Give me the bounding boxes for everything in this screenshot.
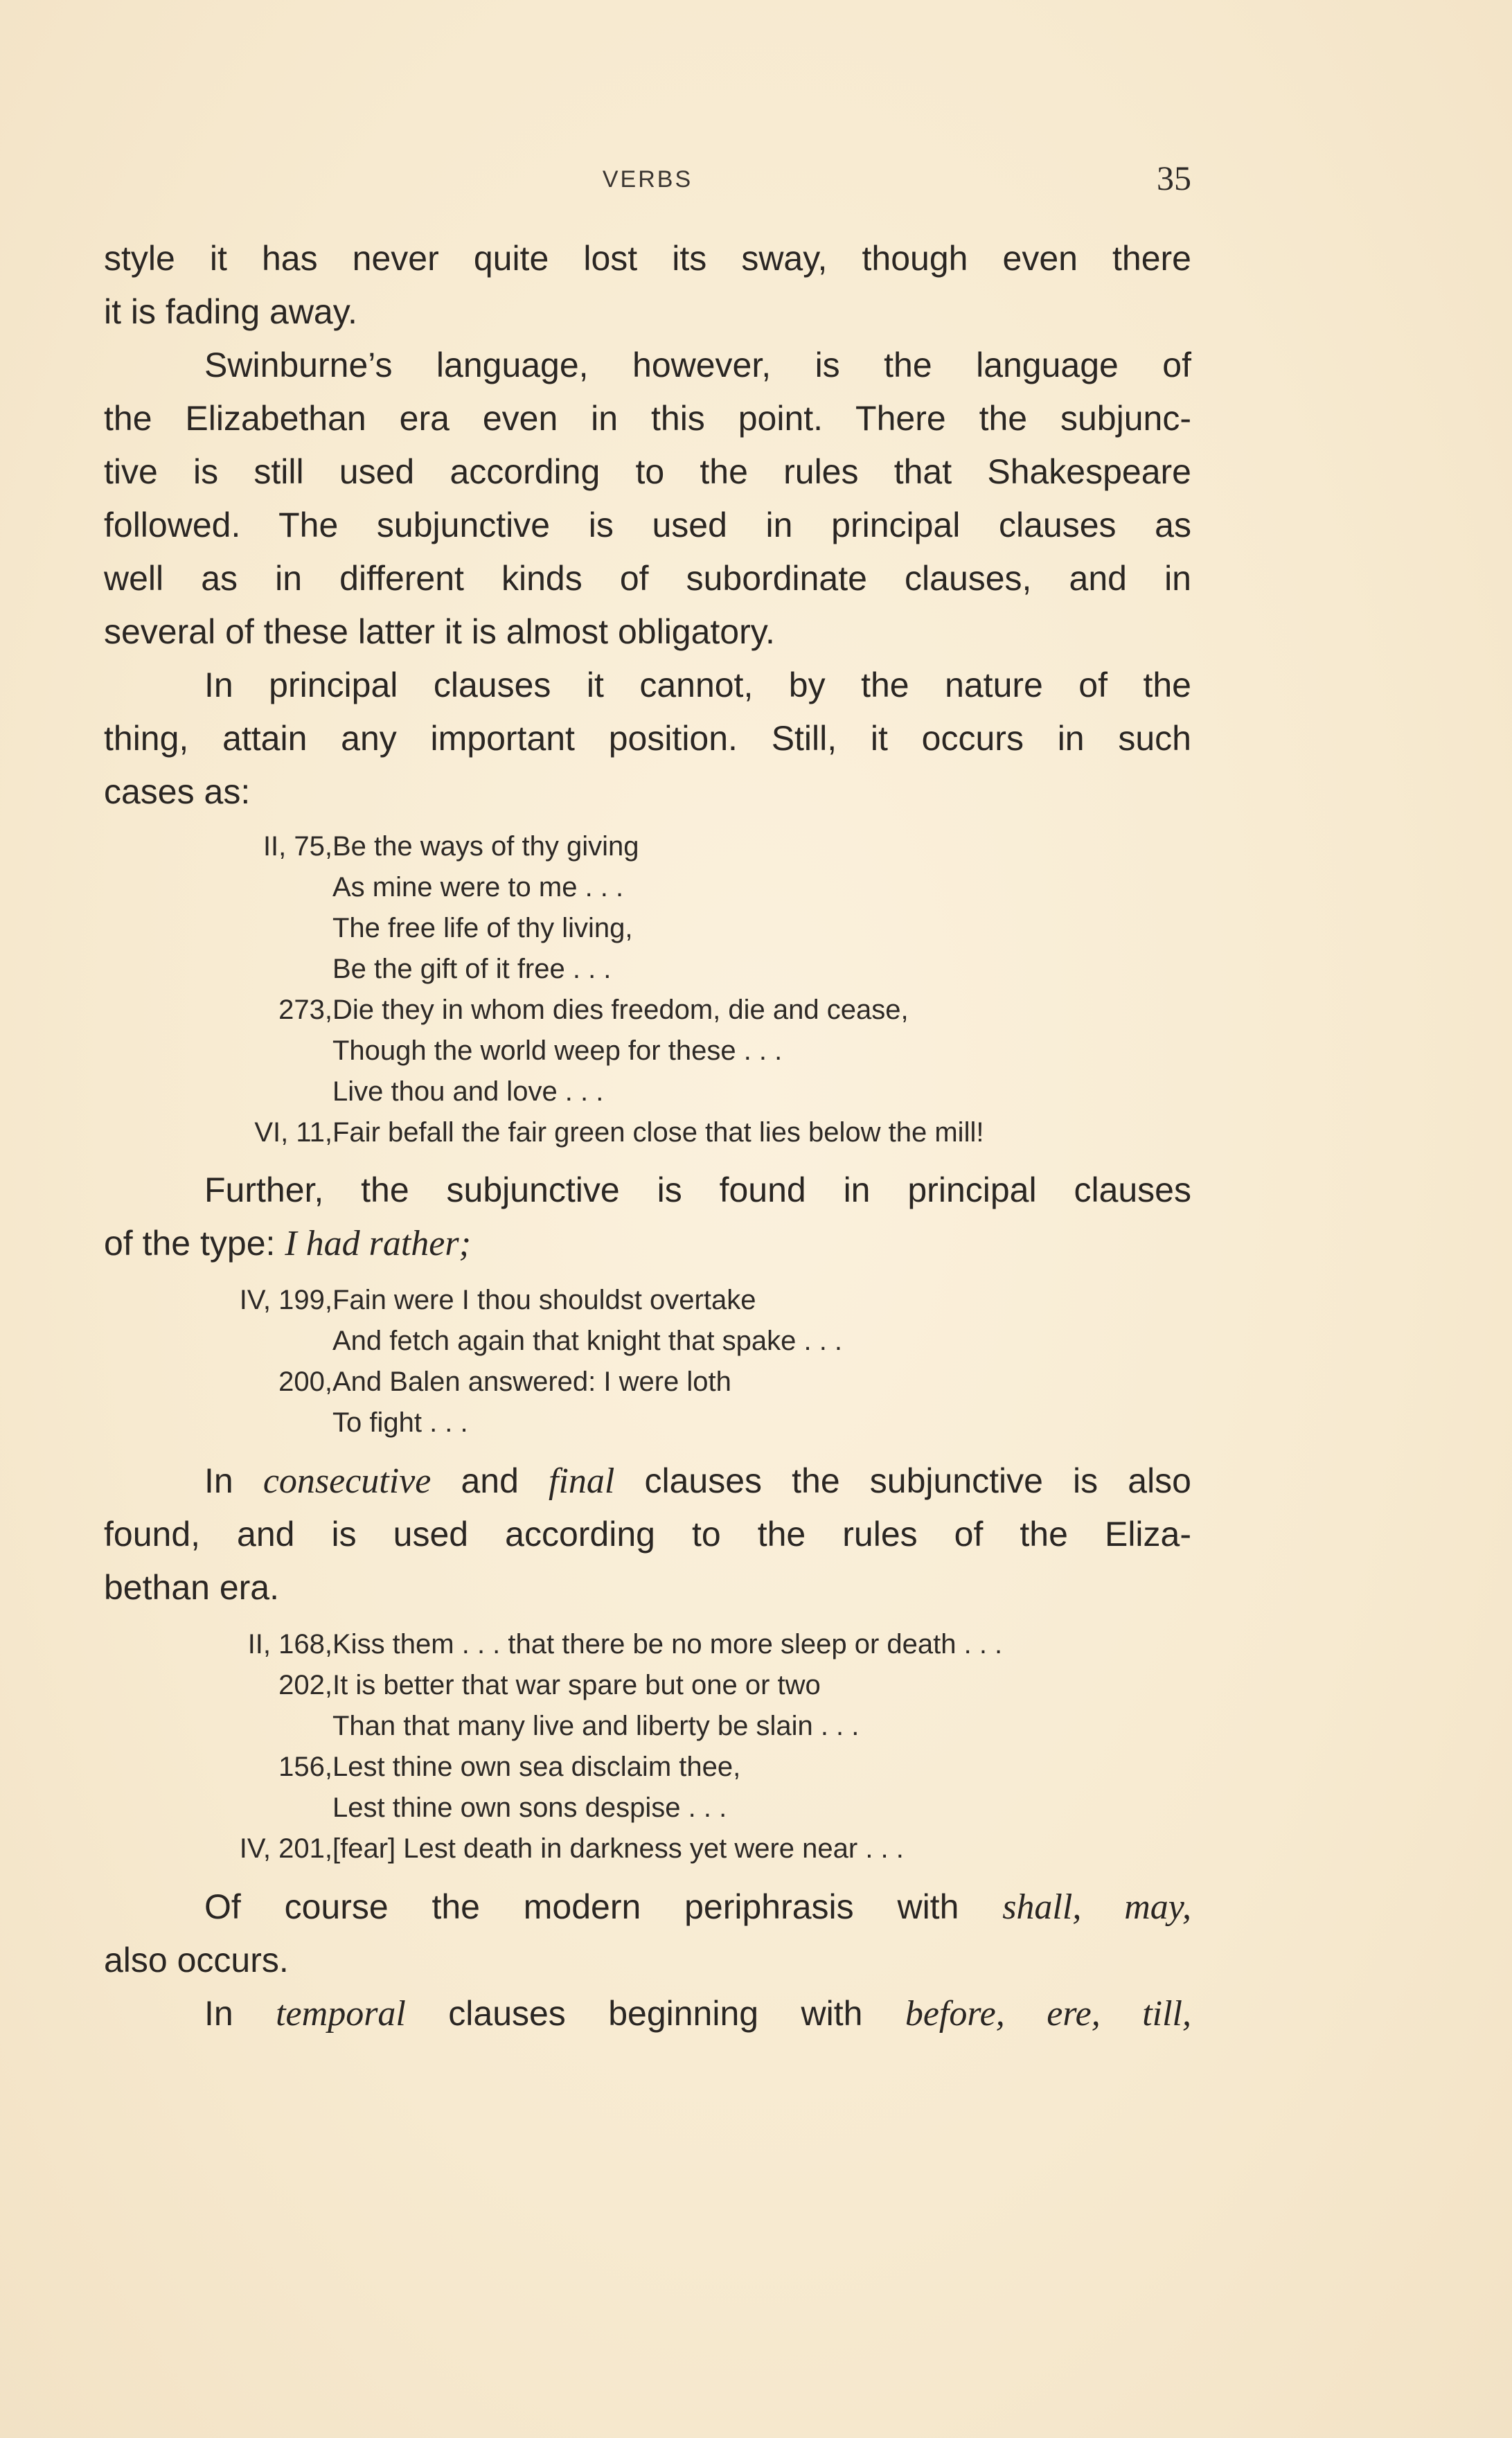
quote-text: As mine were to me . . . <box>332 872 624 902</box>
italic-phrase: shall, may, <box>1002 1887 1191 1927</box>
text-fragment: Of course the modern periphrasis with <box>204 1887 1003 1926</box>
italic-phrase: before, ere, till, <box>905 1994 1192 2034</box>
quote-text: Live thou and love . . . <box>332 1076 604 1107</box>
text-line: Swinburne’s language, however, is the language of <box>204 346 1191 384</box>
quote-text: The free life of thy living, <box>332 913 633 943</box>
quote-reference: 156, <box>278 1752 332 1782</box>
paragraph-block-1 <box>104 232 1191 819</box>
quotation-block-2 <box>104 1280 1191 1443</box>
quote-line <box>104 1788 1191 1828</box>
text-fragment: In <box>204 1994 276 2033</box>
quote-text: And Balen answered: I were loth <box>332 1367 731 1397</box>
quote-line <box>104 1031 1191 1071</box>
quote-reference: VI, 11, <box>254 1117 332 1148</box>
text-line <box>104 1880 1191 1934</box>
quote-line <box>104 1071 1191 1112</box>
quote-text: Lest thine own sea disclaim thee, <box>332 1752 741 1782</box>
quote-line <box>104 1403 1191 1443</box>
paragraph-block-3 <box>104 1454 1191 1614</box>
quote-reference: IV, 201, <box>239 1833 332 1864</box>
quote-text: And fetch again that knight that spake . . . <box>332 1326 843 1356</box>
text-line: also occurs. <box>104 1941 289 1979</box>
quote-text: Be the gift of it free . . . <box>332 954 612 984</box>
quote-line <box>104 826 1191 867</box>
quote-reference: 200, <box>278 1367 332 1397</box>
quote-text: Lest thine own sons despise . . . <box>332 1792 727 1823</box>
quote-reference: 202, <box>278 1670 332 1700</box>
italic-phrase: I had rather; <box>285 1224 471 1263</box>
text-fragment: In <box>204 1461 263 1500</box>
text-line: bethan era. <box>104 1568 279 1607</box>
text-line: cases as: <box>104 772 251 811</box>
quote-reference: II, 168, <box>247 1629 332 1660</box>
quote-text: Than that many live and liberty be slain . . . <box>332 1711 860 1741</box>
running-head: VERBS <box>602 166 693 193</box>
text-line: In principal clauses it cannot, by the nature of the <box>204 666 1191 704</box>
quote-line <box>104 990 1191 1031</box>
italic-phrase: temporal <box>276 1994 406 2034</box>
text-fragment: clauses beginning with <box>405 1994 905 2033</box>
quote-text: Though the world weep for these . . . <box>332 1035 783 1066</box>
page-header <box>104 158 1191 199</box>
italic-phrase: consecutive <box>263 1461 432 1501</box>
quote-line <box>104 1362 1191 1403</box>
quote-text: Die they in whom dies freedom, die and cease, <box>332 995 909 1025</box>
quote-line <box>104 1624 1191 1665</box>
text-line: well as in different kinds of subordinate clauses, and in <box>104 559 1191 598</box>
quote-line <box>104 1321 1191 1362</box>
quote-line <box>104 908 1191 949</box>
quote-line <box>104 1112 1191 1153</box>
text-line: thing, attain any important position. Still, it occurs in such <box>104 719 1191 758</box>
quote-text: Fain were I thou shouldst overtake <box>332 1285 756 1315</box>
quote-text: It is better that war spare but one or two <box>332 1670 821 1700</box>
text-line: it is fading away. <box>104 292 357 331</box>
text-line <box>104 1217 1191 1270</box>
quotation-block-1 <box>104 826 1191 1153</box>
quote-line <box>104 1665 1191 1706</box>
quote-line <box>104 1828 1191 1869</box>
text-line <box>104 1454 1191 1508</box>
text-line: style it has never quite lost its sway, though even there <box>104 239 1191 278</box>
quote-line <box>104 1280 1191 1321</box>
text-line: Further, the subjunctive is found in principal clauses <box>204 1171 1191 1209</box>
text-line: tive is still used according to the rules that Shakespeare <box>104 452 1191 491</box>
text-line: found, and is used according to the rules of the Eliza- <box>104 1515 1191 1554</box>
quotation-block-3 <box>104 1624 1191 1869</box>
text-line <box>104 1987 1191 2040</box>
text-fragment: clauses the subjunctive is also <box>614 1461 1191 1500</box>
text-line: several of these latter it is almost obligatory. <box>104 612 775 651</box>
italic-phrase: final <box>549 1461 615 1501</box>
quote-text: To fight . . . <box>332 1407 468 1438</box>
quote-line <box>104 867 1191 908</box>
text-line: followed. The subjunctive is used in principal clauses as <box>104 506 1191 544</box>
quote-reference: 273, <box>278 995 332 1025</box>
text-fragment: of the type: <box>104 1224 285 1263</box>
quote-text: Fair befall the fair green close that lies below the mill! <box>332 1117 984 1148</box>
quote-text: Be the ways of thy giving <box>332 831 639 862</box>
quote-reference: IV, 199, <box>239 1285 332 1315</box>
quote-line <box>104 1706 1191 1747</box>
quote-line <box>104 1747 1191 1788</box>
text-line: the Elizabethan era even in this point. There the subjunc- <box>104 399 1191 438</box>
paragraph-block-2 <box>104 1164 1191 1270</box>
quote-reference: II, 75, <box>263 831 332 862</box>
text-fragment: and <box>431 1461 549 1500</box>
paragraph-block-4 <box>104 1880 1191 2040</box>
quote-text: Kiss them . . . that there be no more sleep or death . . . <box>332 1629 1003 1660</box>
quote-text: [fear] Lest death in darkness yet were near . . . <box>332 1833 904 1864</box>
page-number: 35 <box>1157 159 1191 197</box>
quote-line <box>104 949 1191 990</box>
